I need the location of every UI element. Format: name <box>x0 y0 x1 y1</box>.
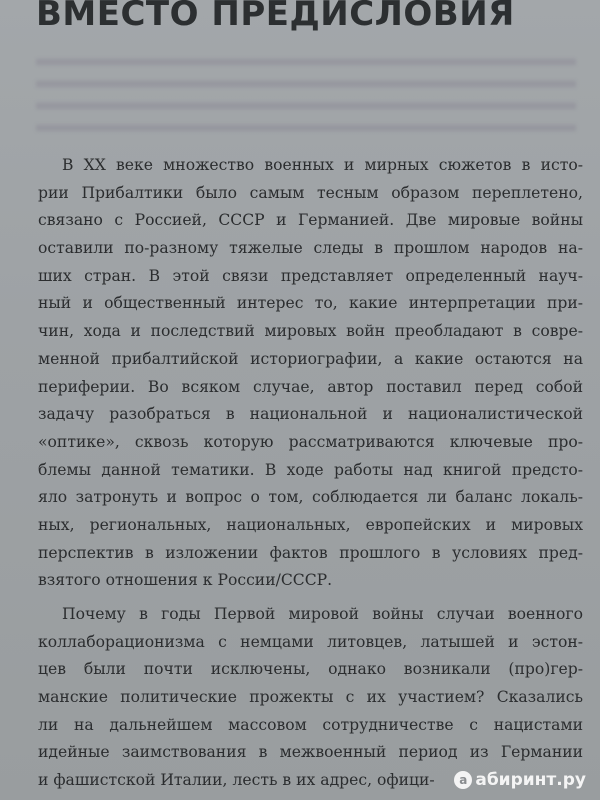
labirint-logo-icon: а <box>454 771 472 789</box>
text-line: связано с Россией, СССР и Германией. Две мировые войны <box>38 211 583 230</box>
text-line: ный и общественный интерес то, какие интерпретации при- <box>38 294 583 313</box>
text-line: «оптике», сквозь которую рассматриваются ключевые про- <box>38 432 583 451</box>
text-line: Почему в годы Первой мировой войны случаи военного <box>62 605 583 623</box>
paragraph-2 <box>38 601 583 795</box>
paragraph-1 <box>38 152 583 595</box>
text-line: яло затронуть и вопрос о том, соблюдается ли баланс локаль- <box>38 488 583 507</box>
body-text <box>38 152 583 795</box>
text-line: чин, хода и последствий мировых войн преобладают в совре- <box>38 322 583 341</box>
text-line: идейные заимствования в межвоенный период из Германии <box>38 743 583 762</box>
text-line: и фашистской Италии, лесть в их адрес, офици- <box>38 771 435 790</box>
text-line: В XX веке множество военных и мирных сюжетов в исто- <box>62 156 583 174</box>
text-line: рии Прибалтики было самым тесным образом переплетено, <box>38 183 583 202</box>
text-line: манские политические прожекты с их участием? Сказались <box>38 688 583 707</box>
text-line: блемы данной тематики. В ходе работы над книгой предсто- <box>38 460 583 479</box>
text-line: задачу разобраться в национальной и националистической <box>38 405 583 424</box>
labirint-watermark <box>454 770 586 790</box>
text-line: менной прибалтийской историографии, а какие остаются на <box>38 349 583 368</box>
text-line: взятого отношения к России/СССР. <box>38 571 333 590</box>
text-line: цев были почти исключены, однако возникали (про)гер- <box>38 660 583 679</box>
watermark-text: абиринт.ру <box>475 770 586 790</box>
text-line: ли на дальнейшем массовом сотрудничестве с нацистами <box>38 715 583 734</box>
text-line: перспектив в изложении фактов прошлого в условиях пред- <box>38 543 583 562</box>
bleed-through-text <box>36 52 576 144</box>
section-heading: ВМЕСТО ПРЕДИСЛОВИЯ <box>36 0 515 34</box>
text-line: коллаборационизма с немцами литовцев, латышей и эстон- <box>38 632 583 651</box>
text-line: ных, региональных, национальных, европейских и мировых <box>38 515 583 534</box>
text-line: ших стран. В этой связи представляет определенный науч- <box>38 266 583 285</box>
text-line: оставили по-разному тяжелые следы в прошлом народов на- <box>38 239 583 258</box>
text-line: периферии. Во всяком случае, автор поставил перед собой <box>38 377 583 396</box>
